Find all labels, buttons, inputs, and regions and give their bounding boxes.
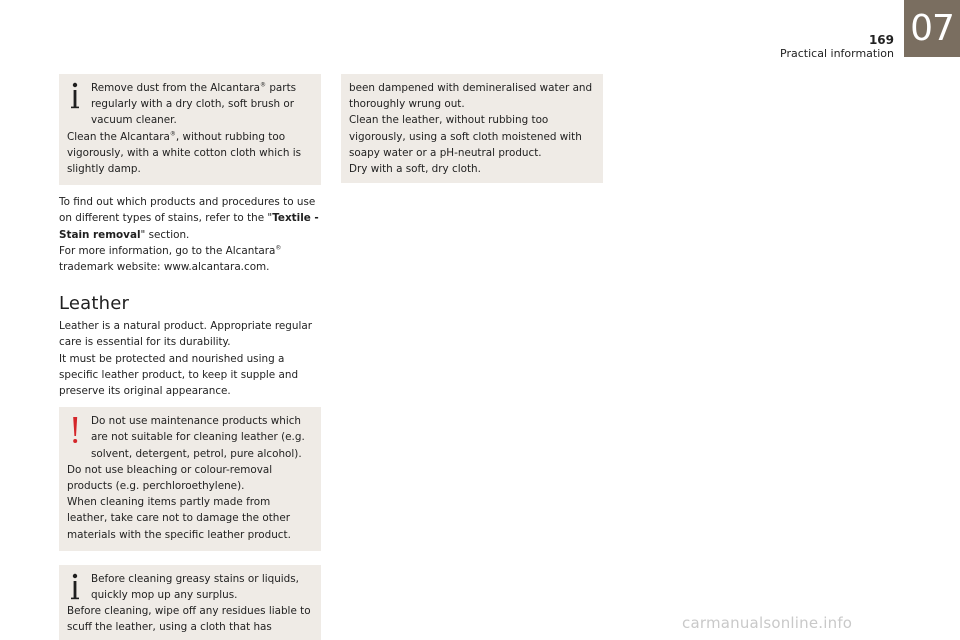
leather-warning-box xyxy=(59,407,321,551)
page-number: 169 xyxy=(868,33,894,47)
chapter-tab xyxy=(904,0,960,57)
warning-bleach-text: Do not use bleaching or colour-removal products (e.g. perchloroethylene). xyxy=(67,463,273,493)
alcantara-clean-text: Clean the Alcantara®, without rubbing too vigorously, with a white cotton cloth which is slightly damp. xyxy=(67,130,302,176)
section-title: Practical information xyxy=(780,47,894,60)
alcantara-dust-text: Remove dust from the Alcantara® parts regularly with a dry cloth, soft brush or vacuum cleaner. xyxy=(91,81,297,127)
chapter-number: 07 xyxy=(910,7,954,49)
info-icon xyxy=(69,82,81,110)
alcantara-website-text: For more information, go to the Alcantara® trademark website: www.alcantara.com. xyxy=(59,244,282,274)
leather-cleaning-box xyxy=(341,74,603,183)
right-column xyxy=(341,74,603,183)
header-text xyxy=(780,33,894,61)
alcantara-info-box xyxy=(59,74,321,185)
greasy-info-box xyxy=(59,565,321,640)
left-column xyxy=(59,74,321,640)
watermark-text: carmanualsonline.info xyxy=(682,614,853,632)
leather-intro-text: Leather is a natural product. Appropriate regular care is essential for its durability. xyxy=(59,320,313,349)
stains-paragraph xyxy=(59,194,321,275)
warning-partial-text: When cleaning items partly made from leather, take care not to damage the other materials with the specific leather product. xyxy=(67,496,291,541)
exclamation-icon xyxy=(69,417,81,445)
greasy-wipe-text: Before cleaning, wipe off any residues liable to scuff the leather, using a cloth that has xyxy=(67,605,311,634)
info-icon xyxy=(69,573,81,601)
stains-text: To find out which products and procedures to use on different types of stains, refer to the "Textile - Stain removal" section. xyxy=(59,196,319,241)
leather-paragraph xyxy=(59,318,321,399)
dry-text: Dry with a soft, dry cloth. xyxy=(349,163,481,176)
greasy-mop-text: Before cleaning greasy stains or liquids, quickly mop up any surplus. xyxy=(91,572,299,602)
dampened-text: been dampened with demineralised water and thoroughly wrung out. xyxy=(349,82,593,111)
leather-heading: Leather xyxy=(59,293,130,315)
leather-protect-text: It must be protected and nourished using a specific leather product, to keep it supple and preserve its original appearance. xyxy=(59,352,299,398)
warning-products-text: Do not use maintenance products which are not suitable for cleaning leather (e.g. solvent, detergent, petrol, pure alcohol). xyxy=(91,415,305,460)
clean-leather-text: Clean the leather, without rubbing too vigorously, using a soft cloth moistened with soapy water or a pH-neutral product. xyxy=(349,114,582,159)
